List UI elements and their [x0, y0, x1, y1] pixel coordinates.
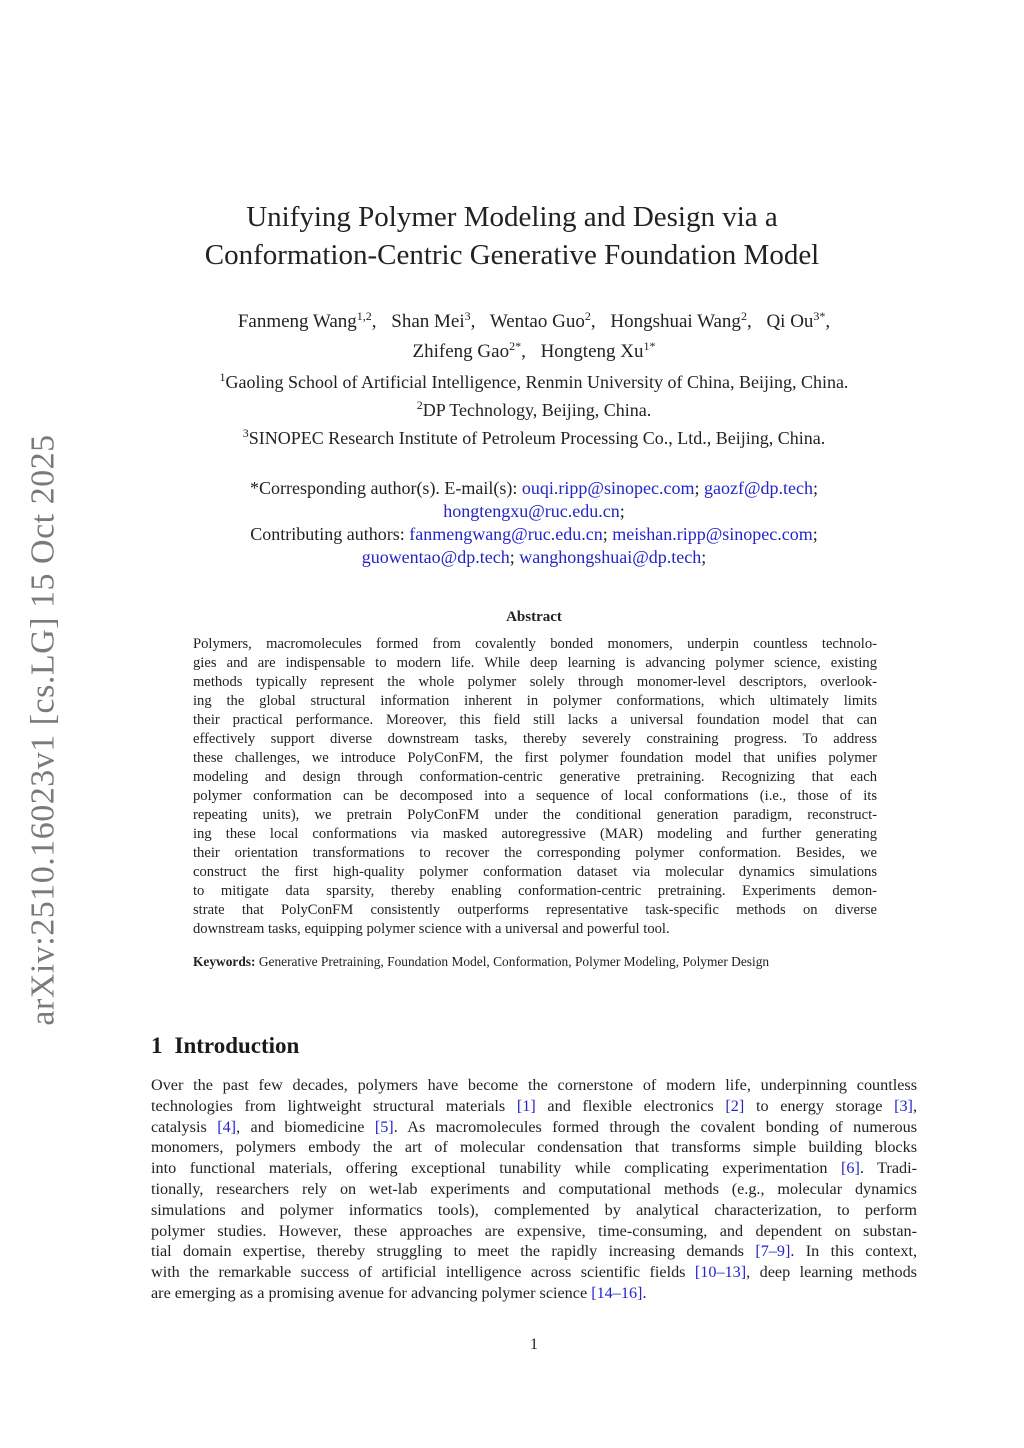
paper-title — [0, 198, 1024, 274]
abstract-line: construct the first high-quality polymer conformation dataset via molecular dynamics simulations — [193, 864, 877, 880]
abstract-line: gies and are indispensable to modern life. While deep learning is advancing polymer science, existing — [193, 655, 877, 671]
abstract-line: polymer conformation can be decomposed into a sequence of local conformations (i.e., those of its — [193, 788, 877, 804]
arxiv-identifier-text: arXiv:2510.16023v1 [cs.LG] 15 Oct 2025 — [25, 434, 62, 1026]
intro-line — [151, 1096, 917, 1117]
intro-text: tionally, researchers rely on wet-lab experiments and computational methods (e.g., molecular dynamics — [151, 1179, 917, 1198]
contributing-line: Contributing authors: fanmengwang@ruc.edu.cn; meishan.ripp@sinopec.com; — [250, 524, 818, 544]
author: Wentao Guo$^2$, — [489, 309, 596, 332]
abstract-line: effectively support diverse downstream tasks, thereby severely constraining progress. To address — [193, 731, 877, 747]
citation-link[interactable]: [4] — [217, 1117, 237, 1136]
abstract-line: Polymers, macromolecules formed from covalently bonded monomers, underpin countless technolo- — [193, 636, 877, 652]
abstract-line: downstream tasks, equipping polymer science with a universal and powerful tool. — [193, 921, 670, 937]
intro-text: into functional materials, offering exceptional tunability while complicating experimentation — [151, 1159, 841, 1178]
email-link[interactable]: hongtengxu@ruc.edu.cn — [443, 501, 620, 521]
abstract-line: ing these local conformations via masked autoregressive (MAR) modeling and further generating — [193, 826, 877, 842]
intro-text: technologies from lightweight structural materials — [151, 1096, 517, 1115]
abstract-line: strate that PolyConFM consistently outperforms representative task-specific methods on diverse — [193, 902, 877, 918]
section-title: Introduction — [174, 1033, 300, 1058]
intro-text: , deep learning methods — [746, 1263, 917, 1282]
intro-line — [151, 1241, 917, 1262]
title-line-1: Unifying Polymer Modeling and Design via a — [246, 201, 778, 233]
intro-text: , — [912, 1096, 917, 1115]
abstract-line: their practical performance. Moreover, this field still lacks a universal foundation model that can — [193, 712, 877, 728]
abstract-line: ing the global structural information inherent in polymer conformations, which ultimately limits — [193, 693, 877, 709]
abstract-line: to mitigate data sparsity, thereby enabling conformation-centric pretraining. Experiments demon- — [193, 883, 877, 899]
email-link[interactable]: gaozf@dp.tech — [703, 478, 814, 498]
corresponding-line-2: hongtengxu@ruc.edu.cn; — [443, 501, 625, 521]
citation-link[interactable]: [3] — [894, 1096, 913, 1115]
keywords-label: Keywords: — [193, 954, 256, 969]
intro-text: Over the past few decades, polymers have become the cornerstone of modern life, underpinning countless — [151, 1076, 917, 1094]
intro-line — [151, 1200, 917, 1221]
intro-line — [151, 1137, 917, 1158]
affiliation: $^2$DP Technology, Beijing, China. — [416, 398, 652, 420]
intro-text: polymer studies. However, these approaches are expensive, time-consuming, and dependent on substan- — [151, 1221, 917, 1240]
citation-link[interactable]: [5] — [374, 1117, 394, 1136]
introduction-body — [151, 1075, 917, 1304]
intro-text: and flexible electronics — [535, 1096, 726, 1115]
affiliation: $^1$Gaoling School of Artificial Intelligence, Renmin University of China, Beijing, China. — [219, 370, 849, 392]
abstract-line: modeling and design through conformation-centric generative pretraining. Recognizing that each — [193, 769, 877, 785]
author: Hongteng $Xu^{1*}$ — [540, 339, 656, 362]
abstract-line: repeating units), we pretrain PolyConFM under the conditional generation paradigm, reconstruct- — [193, 807, 877, 823]
email-link[interactable]: guowentao@dp.tech — [361, 547, 510, 567]
page-number: 1 — [530, 1336, 538, 1353]
abstract-body — [193, 635, 877, 939]
intro-text: , and biomedicine — [236, 1117, 375, 1136]
corresponding-line: *Corresponding author(s). E-mail(s): ouqi.ripp@sinopec.com; gaozf@dp.tech; — [249, 478, 819, 498]
intro-line — [151, 1283, 917, 1304]
intro-line — [151, 1262, 917, 1283]
section-number: 1 — [151, 1033, 163, 1058]
intro-text: with the remarkable success of artificial intelligence across scientific fields — [151, 1263, 695, 1282]
intro-line — [151, 1179, 917, 1200]
title-line-2: Conformation-Centric Generative Foundation Model — [204, 239, 820, 271]
author: Shan Mei$^3$, — [391, 309, 476, 332]
affiliation: $^3$SINOPEC Research Institute of Petroleum Processing Co., Ltd., Beijing, China. — [242, 426, 826, 448]
abstract-line: these challenges, we introduce PolyConFM, the first polymer foundation model that unifies polymer — [193, 750, 877, 766]
affiliations — [0, 366, 1024, 450]
intro-text: catalysis — [151, 1117, 218, 1136]
intro-line — [151, 1075, 917, 1096]
intro-text: . Tradi- — [859, 1159, 917, 1178]
intro-text: . In this context, — [790, 1242, 917, 1261]
intro-text: monomers, polymers embody the art of molecular condensation that transforms simple building blocks — [151, 1138, 917, 1157]
section-heading — [151, 1033, 299, 1059]
email-link[interactable]: wanghongshuai@dp.tech — [519, 547, 702, 567]
author: Zhifeng Gao$^{2*}$, — [412, 339, 526, 362]
citation-link[interactable]: [7–9] — [755, 1242, 791, 1261]
intro-text: tial domain expertise, thereby struggling to meet the rapidly increasing demands — [151, 1242, 756, 1261]
citation-link[interactable]: [14–16] — [591, 1283, 643, 1302]
email-link[interactable]: meishan.ripp@sinopec.com — [612, 524, 813, 544]
citation-link[interactable]: [10–13] — [694, 1263, 747, 1282]
author: Qi $Ou^{3*}$, — [766, 309, 831, 332]
intro-text: to energy storage — [744, 1096, 895, 1115]
abstract-line: their orientation transformations to recover the corresponding polymer conformation. Besides, we — [193, 845, 877, 861]
abstract-heading: Abstract — [506, 609, 562, 625]
author-row-1 — [0, 304, 1024, 334]
citation-link[interactable]: [6] — [840, 1159, 860, 1178]
abstract-line: methods typically represent the whole polymer solely through monomer-level descriptors, overlook- — [193, 674, 877, 690]
intro-text: . As macromolecules formed through the covalent bonding of numerous — [393, 1117, 917, 1136]
intro-text: simulations and polymer informatics tools), complemented by analytical characterization, to perform — [151, 1200, 917, 1219]
email-link[interactable]: fanmengwang@ruc.edu.cn — [409, 524, 603, 544]
author-list — [0, 304, 1024, 364]
citation-link[interactable]: [2] — [725, 1096, 745, 1115]
keywords — [193, 953, 883, 971]
intro-line — [151, 1158, 917, 1179]
intro-line — [151, 1221, 917, 1242]
keywords-text: Generative Pretraining, Foundation Model, Conformation, Polymer Modeling, Polymer Design — [258, 954, 770, 969]
author-row-2 — [0, 334, 1024, 364]
intro-text: . — [642, 1283, 647, 1302]
author: Hongshuai Wang$^2$, — [610, 309, 752, 332]
author: Fanmeng Wang$^{1,2}$, — [237, 309, 377, 332]
contributing-line-2: guowentao@dp.tech; wanghongshuai@dp.tech; — [361, 547, 707, 567]
citation-link[interactable]: [1] — [516, 1096, 536, 1115]
intro-line — [151, 1117, 917, 1138]
contact-info — [0, 477, 1024, 569]
intro-text: are emerging as a promising avenue for advancing polymer science — [151, 1283, 592, 1302]
email-link[interactable]: ouqi.ripp@sinopec.com — [521, 478, 695, 498]
